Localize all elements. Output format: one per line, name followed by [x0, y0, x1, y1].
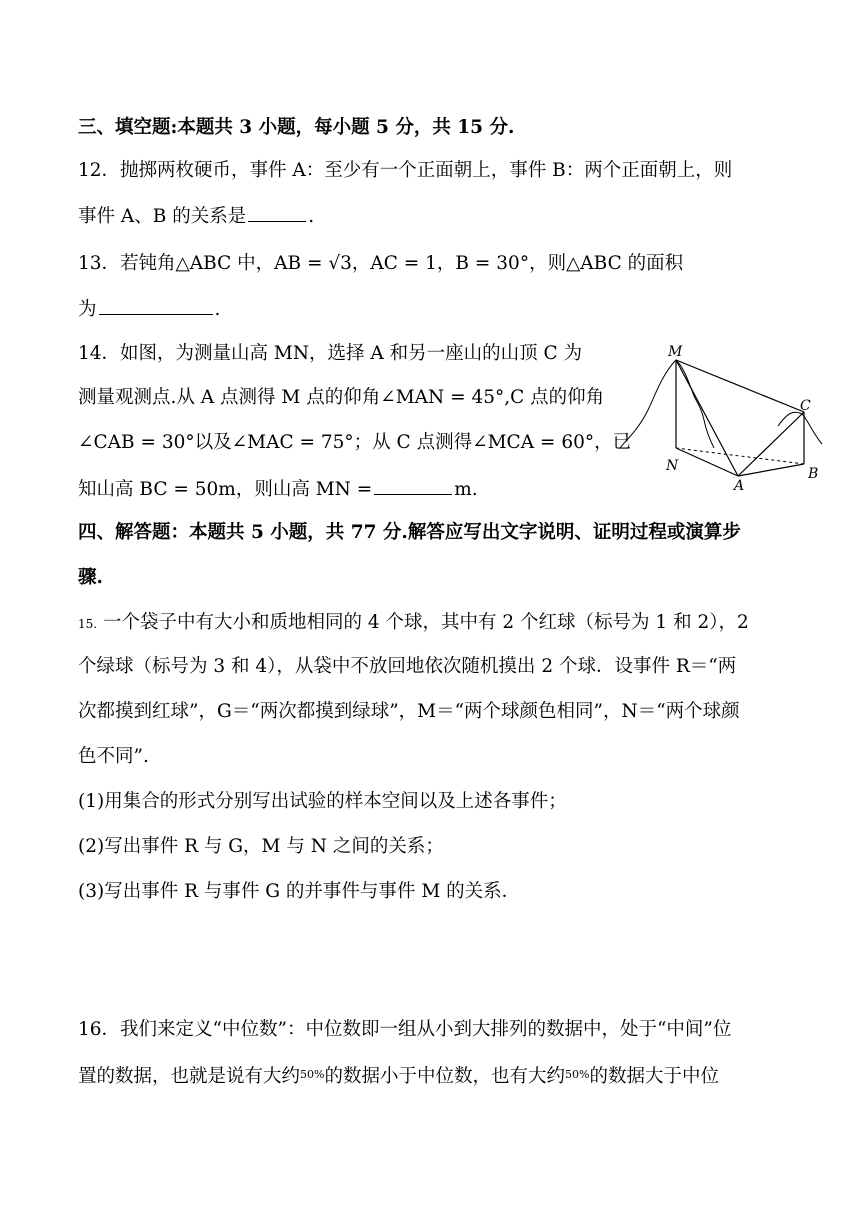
q14-line-4-text: 知山高 BC = 50m，则山高 MN =: [78, 479, 373, 500]
q14-line-1: 14．如图，为测量山高 MN，选择 A 和另一座山的山顶 C 为: [78, 343, 583, 364]
q15-line-4: 色不同”.: [78, 746, 149, 767]
section-4-heading-line-2: 骤.: [78, 567, 103, 588]
segment-nb-dashed: [676, 448, 804, 464]
q15-line-1-text: 一个袋子中有大小和质地相同的 4 个球，其中有 2 个红球（标号为 1 和 2），2: [97, 612, 749, 633]
label-c: C: [800, 398, 811, 414]
q16-percent-1: 50%: [300, 1068, 325, 1081]
q14-line-4: [78, 476, 478, 502]
mountain-measurement-figure: [618, 340, 826, 492]
q12-answer-blank: [248, 203, 306, 222]
q14-line-4-end: m.: [454, 479, 478, 500]
q12-line-2-end: .: [308, 206, 315, 227]
segment-ma: [676, 360, 738, 476]
q12-line-2-text: 事件 A、B 的关系是: [78, 206, 247, 227]
section-4-heading-line-1: 四、解答题：本题共 5 小题，共 77 分.解答应写出文字说明、证明过程或演算步: [78, 522, 741, 543]
q16-line-1: 16．我们来定义“中位数”：中位数即一组从小到大排列的数据中，处于“中间”位: [78, 1019, 732, 1040]
q13-line-2-text: 为: [78, 299, 97, 320]
label-b: B: [808, 466, 819, 482]
q16-line-2: [78, 1063, 719, 1089]
q15-line-3: 次都摸到红球”，G＝“两次都摸到绿球”，M＝“两个球颜色相同”，N＝“两个球颜: [78, 701, 740, 722]
q16-line-2-c: 的数据大于中位: [589, 1066, 719, 1087]
q14-line-3: ∠CAB = 30°以及∠MAC = 75°；从 C 点测得∠MCA = 60°，已: [78, 432, 632, 453]
segment-mc: [676, 360, 804, 412]
q13-answer-blank: [99, 296, 213, 315]
q13-line-1: 13．若钝角△ABC 中，AB = √3，AC = 1，B = 30°，则△ABC 的面积: [78, 253, 684, 274]
q15-part-1: (1)用集合的形式分别写出试验的样本空间以及上述各事件；: [78, 791, 567, 812]
label-m: M: [668, 344, 683, 360]
q16-line-2-a: 置的数据，也就是说有大约: [78, 1066, 301, 1087]
q15-part-2: (2)写出事件 R 与 G，M 与 N 之间的关系；: [78, 836, 444, 857]
q15-part-3: (3)写出事件 R 与事件 G 的并事件与事件 M 的关系．: [78, 881, 521, 902]
q15-line-2: 个绿球（标号为 3 和 4），从袋中不放回地依次随机摸出 2 个球．设事件 R＝“两: [78, 656, 737, 677]
q16-line-2-b: 的数据小于中位数，也有大约: [324, 1066, 565, 1087]
q14-answer-blank: [374, 476, 452, 495]
q12-line-1: 12．抛掷两枚硬币，事件 A：至少有一个正面朝上，事件 B：两个正面朝上，则: [78, 160, 733, 181]
q13-line-2-end: .: [214, 299, 221, 320]
q15-number: 15.: [78, 617, 98, 631]
label-n: N: [666, 458, 679, 474]
right-mountain-outline: [778, 412, 822, 444]
q14-line-2: 测量观测点.从 A 点测得 M 点的仰角∠MAN = 45°,C 点的仰角: [78, 387, 605, 408]
q16-percent-2: 50%: [564, 1068, 590, 1081]
q15-line-1: [78, 611, 749, 636]
section-3-heading: 三、填空题:本题共 3 小题，每小题 5 分，共 15 分.: [78, 117, 515, 138]
label-a: A: [734, 478, 745, 492]
q13-line-2: [78, 296, 220, 322]
q12-line-2: [78, 203, 314, 229]
